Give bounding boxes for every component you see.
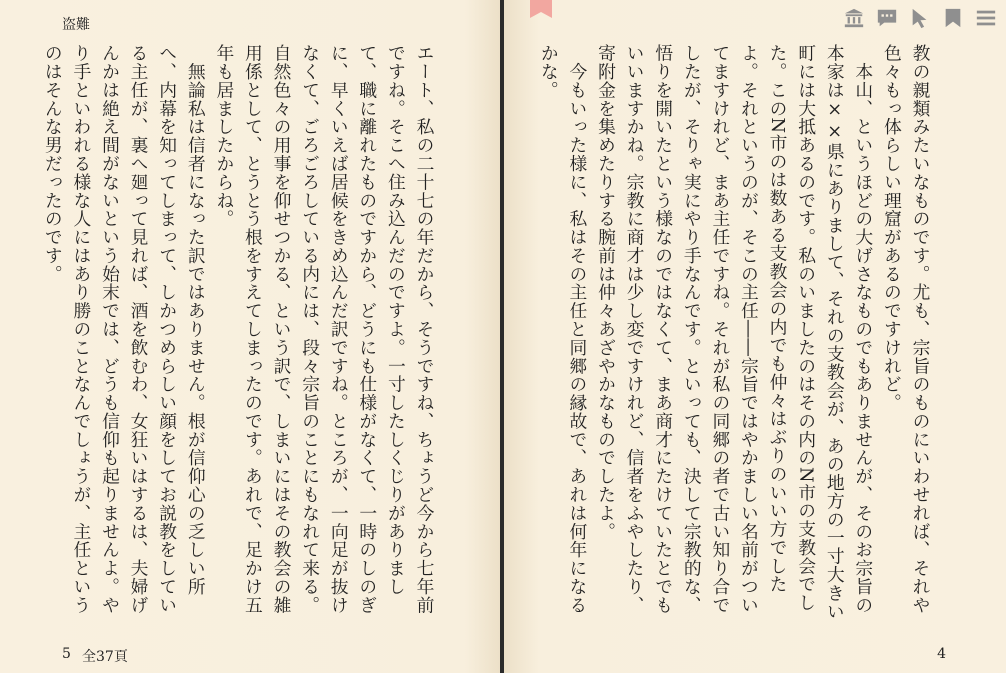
right-page-number: 4	[937, 646, 946, 662]
left-page[interactable]	[0, 0, 500, 673]
left-page-number: 5	[62, 646, 71, 662]
bookmark-ribbon-icon[interactable]	[530, 0, 552, 12]
running-title: 盗難	[62, 17, 90, 33]
bookmark-icon	[942, 7, 964, 29]
right-page[interactable]	[504, 0, 1006, 673]
comment-icon	[876, 7, 898, 29]
pointer-icon	[909, 7, 931, 29]
reader-toolbar	[842, 6, 998, 30]
right-page-text: 教の親類みたいなものです。尤も、宗旨のものにいわせれば、それや色々もっ体らしい理窟があるのですけれど。 本山、というほどの大げさなものでもありませんが、そのお宗旨の本家は××県にありまして、それの支教会が、あの地方の一寸大きい町には大抵あるのです。私のいましたのはその内のN市の支教会でした。このN市のは数ある支教会の内でも仲々はぶりのいい方でしたよ。それというのが、そこの主任――宗旨ではやかましい名前がついてますけれど、まあ主任ですね。それが私の同郷の者で古い知り合でしたが、そりゃ実にやり手なんです。といっても、決して宗教的な、悟りを開いたという様なのではなくて、まあ商才にたけていたとでもいいますかね。宗教に商才は少し変ですけれど、信者をふやしたり、寄附金を集めたりする腕前は仲々あざやかなものでしたよ。 今もいった様に、私はその主任と同郷の縁故で、あれは何年になるかな。	[538, 44, 931, 621]
bookmark-button[interactable]	[941, 6, 965, 30]
menu-icon	[975, 7, 997, 29]
left-page-text: エート、私の二十七の年だから、そうですね、ちょうど今から七年前ですね。そこへ住み込んだのですよ。一寸したしくじりがありまして、職に離れたものですから、どうにも仕様がなくて、一時のしのぎに、早くいえば居候をきめ込んだ訳ですね。ところが、一向足が抜けなくて、ごろごろしている内には、段々宗旨のことにもなれて来る。自然色々の用事を仰せつかる、という訳で、しまいにはその教会の雑用係として、とうとう根をすえてしまったのです。あれで、足かけ五年も居ましたからね。 無論私は信者になった訳ではありません。根が信仰心の乏しい所へ、内幕を知ってしまって、しかつめらしい顔をしてお説教をしている主任が、裏へ廻って見れば、酒を飲むわ、女狂いはするは、夫婦げんかは絶え間がないという始末では、どうも信仰も起りませんよ。やり手といわれる様な人にはあり勝のことなんでしょうが、主任というのはそんな男だったのです。	[42, 44, 435, 615]
menu-button[interactable]	[974, 6, 998, 30]
library-icon	[843, 7, 865, 29]
library-button[interactable]	[842, 6, 866, 30]
total-pages-label: 全37頁	[82, 649, 128, 665]
pointer-button[interactable]	[908, 6, 932, 30]
comment-button[interactable]	[875, 6, 899, 30]
